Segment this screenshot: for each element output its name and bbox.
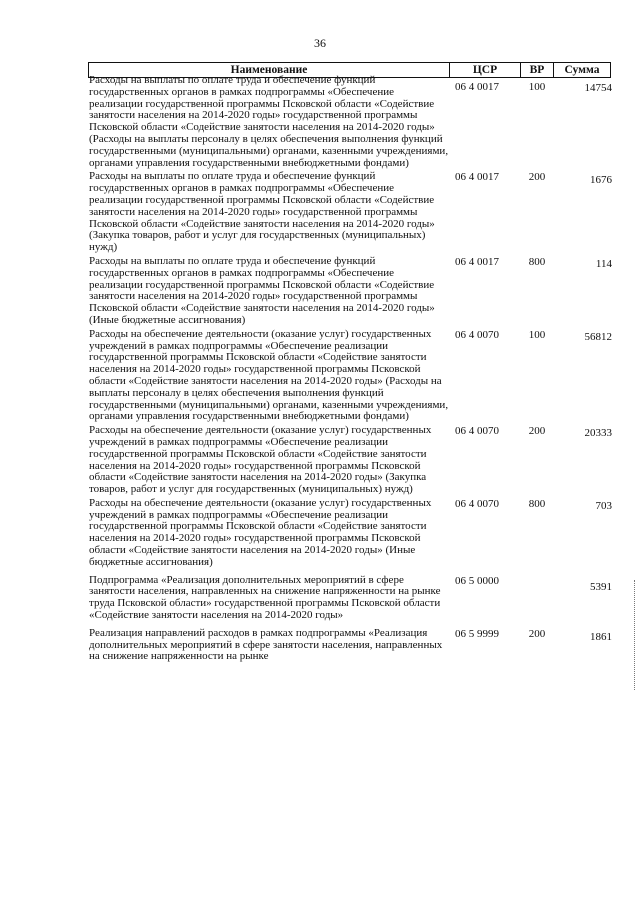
row-csr: 06 4 0070 <box>455 328 499 341</box>
row-sum: 1861 <box>590 630 612 643</box>
row-vr: 800 <box>528 255 546 268</box>
header-name: Наименование <box>230 64 308 76</box>
row-name: Расходы на обеспечение деятельности (оказание услуг) государственных учреждений в рамках подпрограммы «Обеспечение реализации государственной программы Псковской области «Содействие занятости населения на 2014-2020 годы» государственной программы Псковской области «Содействие занятости населения на 2014-2020 годы» (Закупка товаров, работ и услуг для государственных (муниципальных) нужд) <box>89 424 432 496</box>
row-csr: 06 4 0017 <box>455 81 499 93</box>
row-csr: 06 5 9999 <box>455 627 499 640</box>
row-vr: 200 <box>528 171 546 184</box>
row-csr: 06 4 0017 <box>455 255 499 268</box>
row-sum: 114 <box>595 257 612 270</box>
row-csr: 06 4 0070 <box>455 497 499 510</box>
table-row <box>0 628 640 663</box>
row-vr: 800 <box>528 497 546 510</box>
row-name: Расходы на выплаты по оплате труда и обеспечение функций государственных органов в рамках подпрограммы «Обеспечение реализации государственной программы Псковской области «Содействие занятости населения на 2014-2020 годы» государственной программы Псковской области «Содействие занятости населения на 2014-2020 годы» (Закупка товаров, работ и услуг для государственных (муниципальных) нужд) <box>89 170 435 254</box>
scan-margin-line <box>634 580 636 690</box>
row-name: Реализация направлений расходов в рамках подпрограммы «Реализация дополнительных мероприятий в сфере занятости населения, направленных на снижение напряженности на рынке <box>89 626 443 663</box>
row-sum: 56812 <box>584 330 612 343</box>
header-vr: ВР <box>529 64 545 76</box>
row-vr: 200 <box>528 627 546 640</box>
table-row <box>0 498 640 569</box>
row-sum: 1676 <box>590 174 612 187</box>
row-name: Подпрограмма «Реализация дополнительных мероприятий в сфере занятости населения, направленных на снижение напряженности на рынке труда Псковской области» государственной программы Псковской области «Содействие занятости населения на 2014-2020 годы» <box>89 573 441 622</box>
table-row <box>0 73 640 169</box>
row-vr: 200 <box>528 425 546 438</box>
table-row <box>0 256 640 327</box>
header-csr: ЦСР <box>472 64 498 76</box>
row-name: Расходы на обеспечение деятельности (оказание услуг) государственных учреждений в рамках подпрограммы «Обеспечение реализации государственной программы Псковской области «Содействие занятости населения на 2014-2020 годы» государственной программы Псковской области «Содействие занятости населения на 2014-2020 годы» (Расходы на выплаты персоналу в целях обеспечения выполнения функций государственными (муниципальными) органами, казенными учреждениями, органами управления государственными внебюджетными фондами) <box>89 327 449 423</box>
row-csr: 06 4 0017 <box>455 171 499 184</box>
table-row <box>0 425 640 496</box>
table-row <box>0 329 640 423</box>
row-name: Расходы на выплаты по оплате труда и обеспечение функций государственных органов в рамках подпрограммы «Обеспечение реализации государственной программы Псковской области «Содействие занятости населения на 2014-2020 годы» государственной программы Псковской области «Содействие занятости населения на 2014-2020 годы» (Расходы на выплаты персоналу в целях обеспечения выполнения функций государственными (муниципальными) органами, казенными учреждениями, органами управления государственными внебюджетными фондами) <box>89 74 449 169</box>
row-name: Расходы на выплаты по оплате труда и обеспечение функций государственных органов в рамках подпрограммы «Обеспечение реализации государственной программы Псковской области «Содействие занятости населения на 2014-2020 годы» государственной программы Псковской области «Содействие занятости населения на 2014-2020 годы» (Иные бюджетные ассигнования) <box>89 254 435 326</box>
table-body <box>0 73 640 663</box>
row-csr: 06 4 0070 <box>455 425 499 438</box>
table-row <box>0 171 640 254</box>
row-sum: 5391 <box>590 580 612 593</box>
row-vr: 100 <box>528 328 546 341</box>
row-sum: 20333 <box>584 427 612 440</box>
table-row <box>0 575 640 622</box>
header-sum: Сумма <box>564 64 600 76</box>
row-csr: 06 5 0000 <box>455 574 499 587</box>
row-sum: 703 <box>595 499 612 512</box>
page-number: 36 <box>314 36 326 50</box>
row-sum: 14754 <box>584 82 612 94</box>
row-name: Расходы на обеспечение деятельности (оказание услуг) государственных учреждений в рамках подпрограммы «Обеспечение реализации государственной программы Псковской области «Содействие занятости населения на 2014-2020 годы» государственной программы Псковской области «Содействие занятости населения на 2014-2020 годы» (Иные бюджетные ассигнования) <box>89 496 432 568</box>
row-vr: 100 <box>528 81 546 93</box>
